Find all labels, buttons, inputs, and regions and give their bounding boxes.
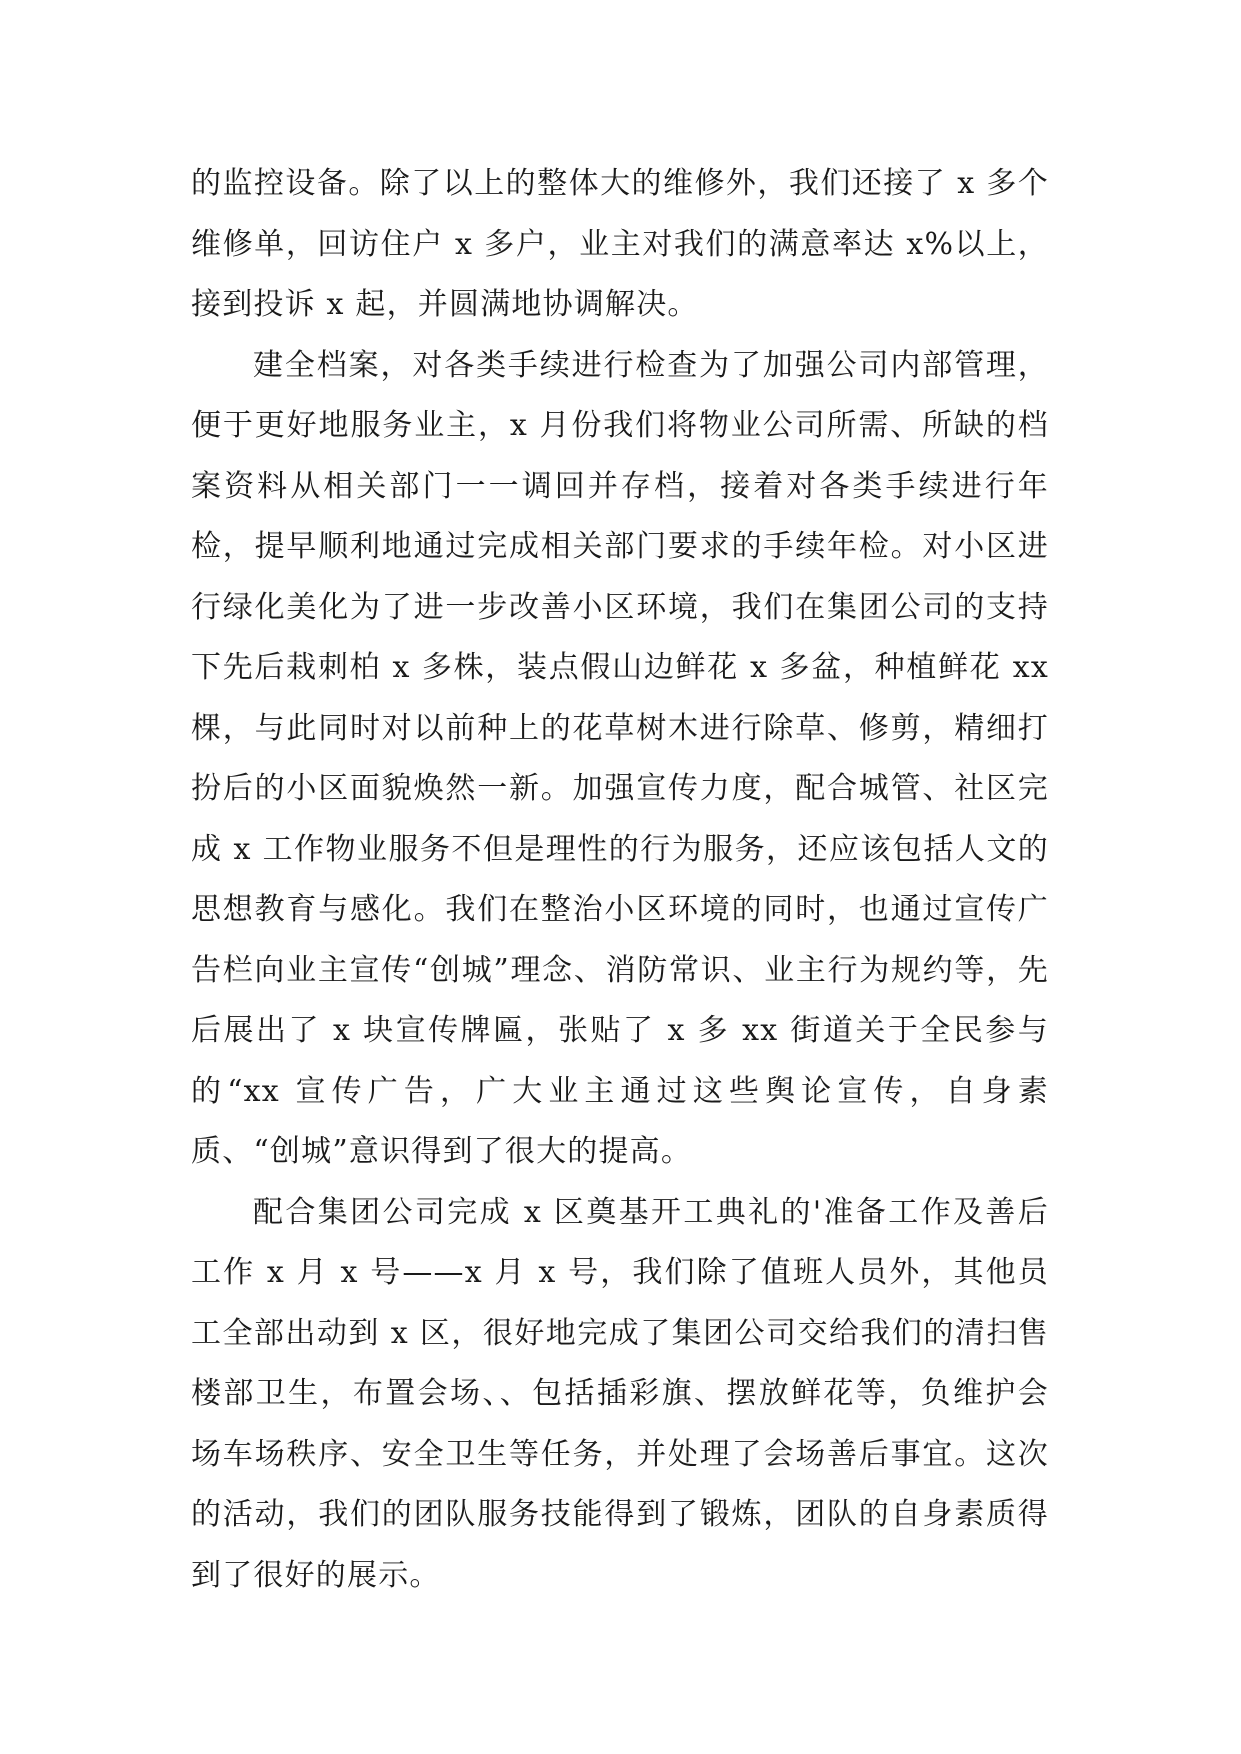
paragraph-2: 建全档案，对各类手续进行检查为了加强公司内部管理，便于更好地服务业主，x 月份我们将物业公司所需、所缺的档案资料从相关部门一一调回并存档，接着对各类手续进行年检，提早顺利地通过完成相关部门要求的手续年检。对小区进行绿化美化为了进一步改善小区环境，我们在集团公司的支持下先后栽刺柏 x 多株，装点假山边鲜花 x 多盆，种植鲜花 xx 棵，与此同时对以前种上的花草树木进行除草、修剪，精细打扮后的小区面貌焕然一新。加强宣传力度，配合城管、社区完成 x 工作物业服务不但是理性的行为服务，还应该包括人文的思想教育与感化。我们在整治小区环境的同时，也通过宣传广告栏向业主宣传“创城”理念、消防常识、业主行为规约等，先后展出了 x 块宣传牌匾，张贴了 x 多 xx 街道关于全民参与的“xx 宣传广告，广大业主通过这些舆论宣传，自身素质、“创城”意识得到了很大的提高。: [191, 347, 1049, 1169]
paragraph-1: 的监控设备。除了以上的整体大的维修外，我们还接了 x 多个维修单，回访住户 x 多户，业主对我们的满意率达 x%以上，接到投诉 x 起，并圆满地协调解决。: [191, 166, 1049, 322]
paragraph-3: 配合集团公司完成 x 区奠基开工典礼的'准备工作及善后工作 x 月 x 号——x 月 x 号，我们除了值班人员外，其他员工全部出动到 x 区，很好地完成了集团公司交给我们的清扫售楼部卫生，布置会场、、包括插彩旗、摆放鲜花等，负维护会场车场秩序、安全卫生等任务，并处理了会场善后事宜。这次的活动，我们的团队服务技能得到了锻炼，团队的自身素质得到了很好的展示。: [191, 1194, 1049, 1593]
document-body: [191, 154, 1049, 1606]
